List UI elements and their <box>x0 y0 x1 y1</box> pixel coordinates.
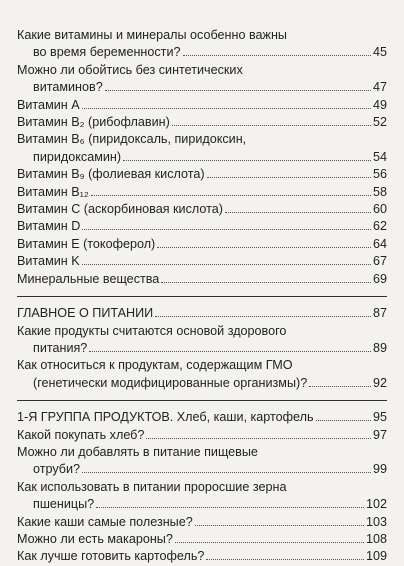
toc-entry[interactable] <box>17 236 387 253</box>
toc-entry[interactable] <box>17 479 387 514</box>
toc-entry-title-line: Можно ли есть макароны? <box>17 531 173 546</box>
dot-leader <box>157 247 371 248</box>
dot-leader <box>82 229 371 230</box>
toc-entry[interactable] <box>17 531 387 548</box>
dot-leader <box>96 507 364 508</box>
toc-entry-title-line: отруби? <box>33 462 81 477</box>
toc-page-number: 54 <box>372 149 387 164</box>
toc-page-number: 58 <box>372 184 387 199</box>
dot-leader <box>316 420 371 421</box>
toc-entry[interactable] <box>17 357 387 392</box>
dot-leader <box>161 282 371 283</box>
toc-entry-title-line: Витамин Е (токоферол) <box>17 236 156 251</box>
toc-entry[interactable] <box>17 253 387 270</box>
toc-page-number: 103 <box>365 514 387 529</box>
dot-leader <box>146 438 371 439</box>
toc-entry[interactable] <box>17 514 387 531</box>
dot-leader <box>172 125 371 126</box>
dot-leader <box>183 55 371 56</box>
dot-leader <box>89 351 371 352</box>
toc-entry-title-line: Витамин B₉ (фолиевая кислота) <box>17 167 205 182</box>
toc-entry[interactable] <box>17 201 387 218</box>
toc-entry[interactable] <box>17 323 387 358</box>
toc-page-number: 108 <box>365 531 387 546</box>
toc-entry[interactable] <box>17 305 387 322</box>
toc-entry-title-line: Как лучше готовить картофель? <box>17 549 205 564</box>
dot-leader <box>105 90 371 91</box>
dot-leader <box>82 264 371 265</box>
toc-entry[interactable] <box>17 427 387 444</box>
dot-leader <box>175 542 364 543</box>
toc-page-number: 102 <box>365 497 387 512</box>
toc-page-number: 99 <box>372 462 387 477</box>
toc-page-number: 69 <box>372 271 387 286</box>
toc-entry-title-line: Витамин K <box>17 254 80 269</box>
toc-entry[interactable] <box>17 97 387 114</box>
toc-page-number: 60 <box>372 202 387 217</box>
toc-entry-title-line: Какие продукты считаются основой здорового <box>17 323 287 338</box>
toc-entry-title-line: ГЛАВНОЕ О ПИТАНИИ <box>17 306 154 321</box>
toc-entry-title-line: Какой покупать хлеб? <box>17 427 145 442</box>
section-divider <box>17 400 387 401</box>
table-of-contents <box>17 27 387 566</box>
toc-entry-title-line: Можно ли добавлять в питание пищевые <box>17 444 258 459</box>
toc-entry-title-line: Как использовать в питании проросшие зерна <box>17 479 287 494</box>
toc-page-number: 87 <box>372 306 387 321</box>
section-divider <box>17 296 387 297</box>
toc-entry[interactable] <box>17 218 387 235</box>
toc-entry[interactable] <box>17 131 387 166</box>
toc-entry-title-line: пшеницы? <box>33 497 95 512</box>
toc-entry-title-line: Витамин B₂ (рибофлавин) <box>17 115 170 130</box>
toc-entry-title-line: 1-Я ГРУППА ПРОДУКТОВ. Хлеб, каши, картофель <box>17 410 314 425</box>
toc-entry[interactable] <box>17 184 387 201</box>
dot-leader <box>82 472 371 473</box>
toc-entry-title-line: Витамин С (аскорбиновая кислота) <box>17 202 223 217</box>
toc-entry-title-line: Как относиться к продуктам, содержащим ГМО <box>17 358 293 373</box>
dot-leader <box>206 559 364 560</box>
toc-page-number: 62 <box>372 219 387 234</box>
toc-entry[interactable] <box>17 114 387 131</box>
toc-page-number: 109 <box>365 549 387 564</box>
toc-entry-title-line: пиридоксамин) <box>33 149 122 164</box>
toc-entry[interactable] <box>17 548 387 565</box>
toc-entry[interactable] <box>17 62 387 97</box>
toc-entry-title-line: (генетически модифицированные организмы)? <box>33 375 308 390</box>
toc-entry-title-line: Витамин А <box>17 97 80 112</box>
toc-entry-title-line: Какие витамины и минералы особенно важны <box>17 28 287 42</box>
toc-page-number: 97 <box>372 427 387 442</box>
toc-entry[interactable] <box>17 27 387 62</box>
toc-entry-title-line: Витамин B₆ (пиридоксаль, пиридоксин, <box>17 132 247 147</box>
toc-page-number: 67 <box>372 254 387 269</box>
toc-entry[interactable] <box>17 409 387 426</box>
toc-page-number: 92 <box>372 375 387 390</box>
toc-entry-title-line: питания? <box>33 340 88 355</box>
toc-entry-title-line: Витамин B₁₂ <box>17 184 89 199</box>
toc-entry[interactable] <box>17 444 387 479</box>
toc-page-number: 47 <box>372 80 387 95</box>
dot-leader <box>91 195 371 196</box>
dot-leader <box>225 212 371 213</box>
toc-entry-title-line: Какие каши самые полезные? <box>17 514 193 529</box>
dot-leader <box>123 160 371 161</box>
toc-entry[interactable] <box>17 166 387 183</box>
dot-leader <box>309 386 371 387</box>
toc-entry-title-line: во время беременности? <box>33 45 181 60</box>
toc-page-number: 52 <box>372 115 387 130</box>
toc-entry-title-line: Минеральные вещества <box>17 271 160 286</box>
toc-entry[interactable] <box>17 271 387 288</box>
toc-entry-title-line: Можно ли обойтись без синтетических <box>17 62 243 77</box>
toc-page-number: 89 <box>372 340 387 355</box>
toc-entry-title-line: витаминов? <box>33 80 103 95</box>
toc-page-number: 49 <box>372 97 387 112</box>
dot-leader <box>155 316 371 317</box>
toc-page-number: 45 <box>372 45 387 60</box>
toc-entry-title-line: Витамин D <box>17 219 81 234</box>
dot-leader <box>82 108 371 109</box>
dot-leader <box>207 177 371 178</box>
toc-page-number: 95 <box>372 410 387 425</box>
toc-page-number: 64 <box>372 236 387 251</box>
dot-leader <box>195 525 364 526</box>
toc-page-number: 56 <box>372 167 387 182</box>
